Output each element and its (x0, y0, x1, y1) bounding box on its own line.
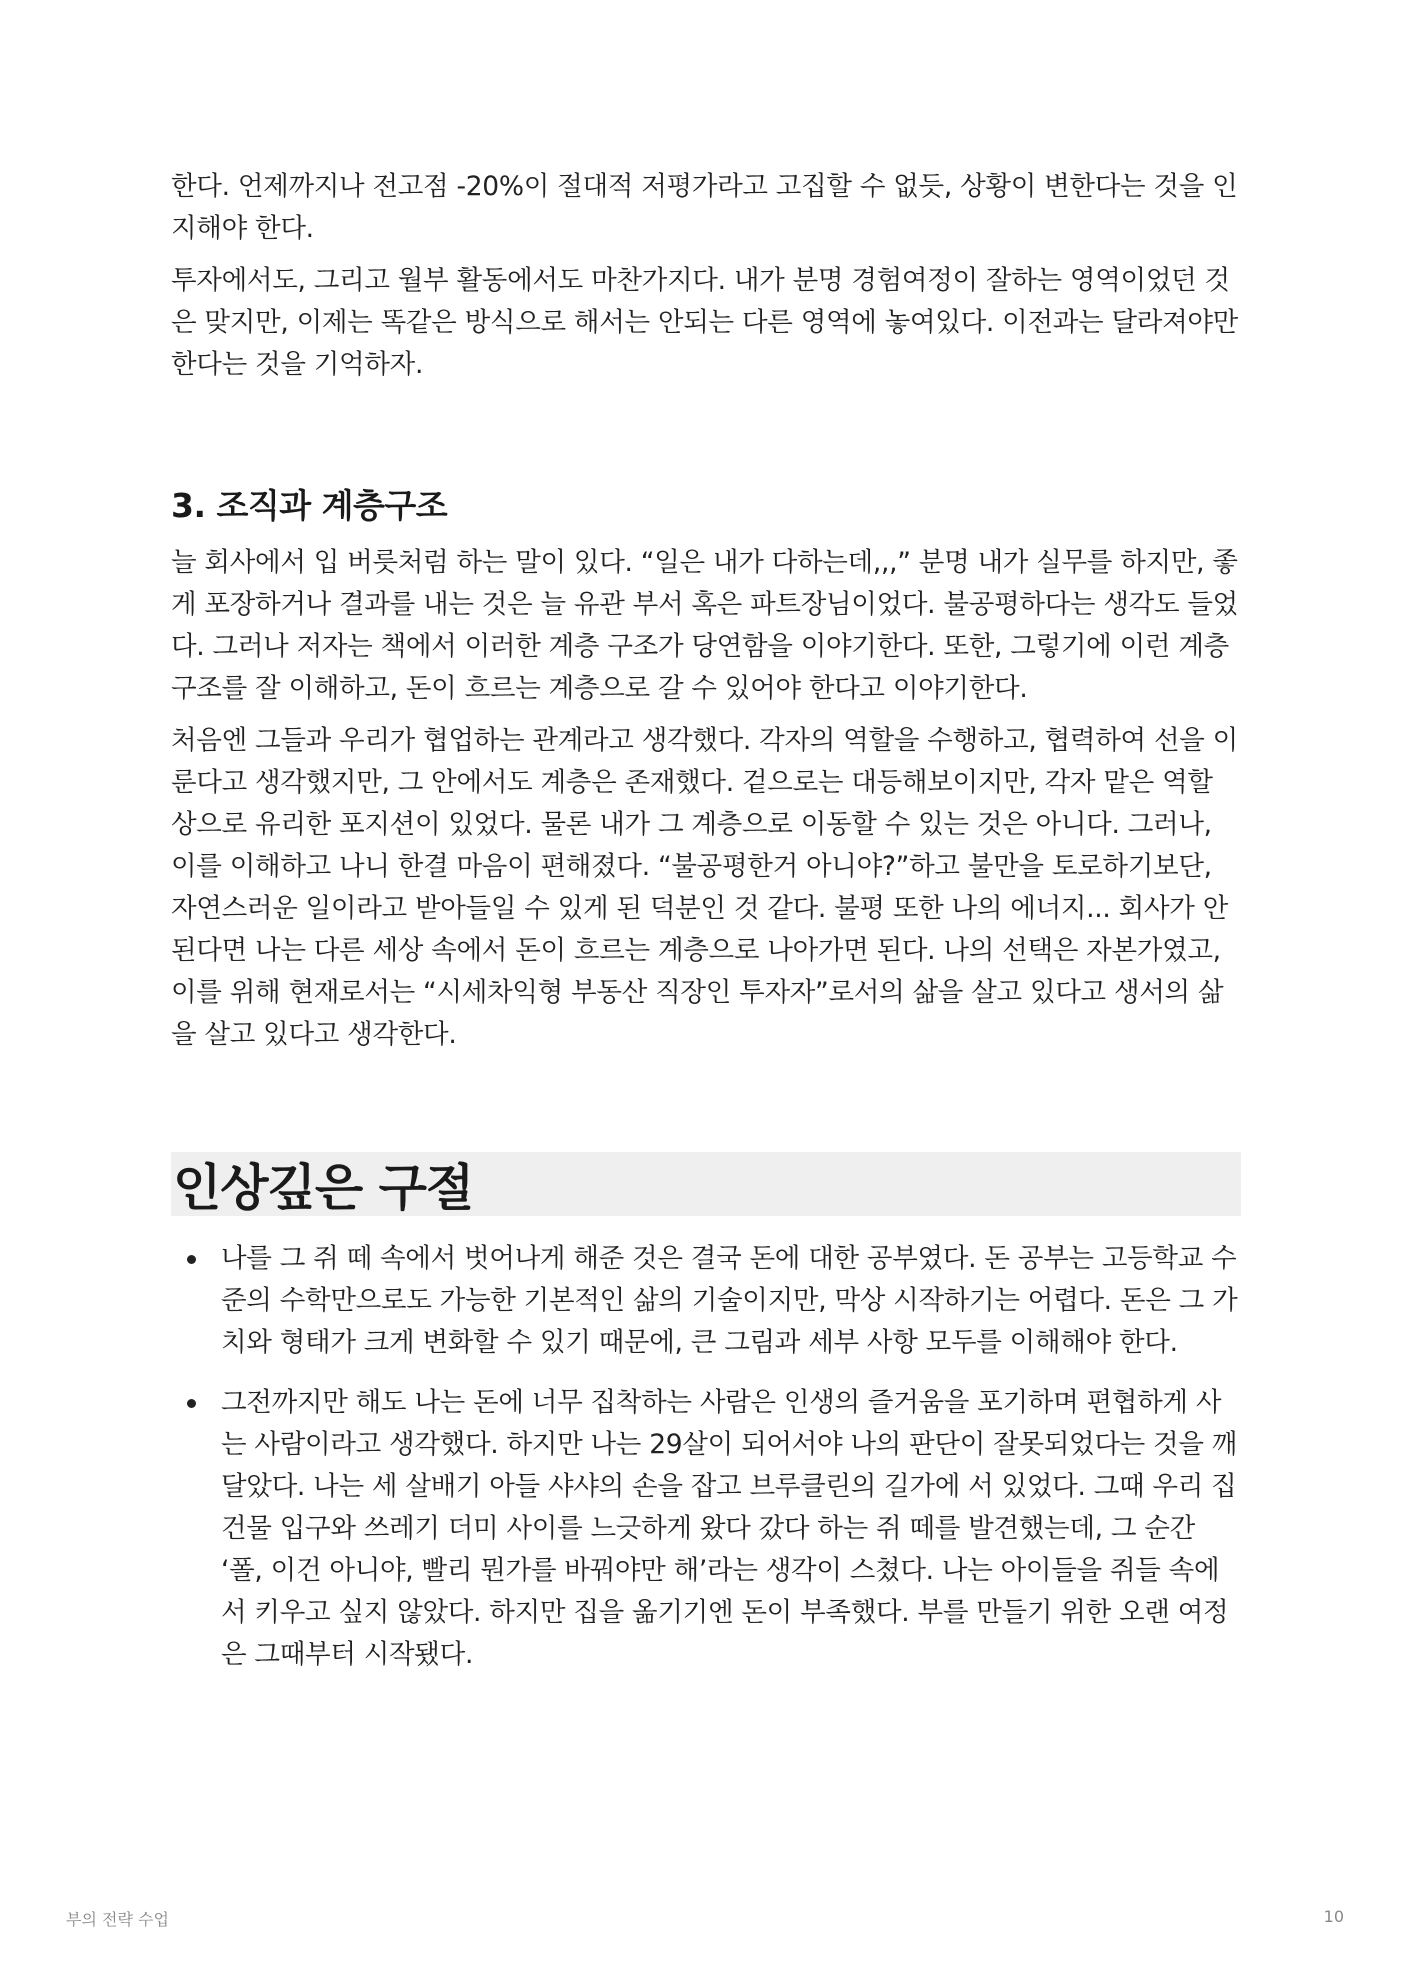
quotes-heading: 인상깊은 구절 (173, 1159, 474, 1217)
quotes-heading-block (171, 1152, 1241, 1216)
paragraph: 투자에서도, 그리고 월부 활동에서도 마찬가지다. 내가 분명 경험여정이 잘하는 영역이었던 것은 맞지만, 이제는 똑같은 방식으로 해서는 안되는 다른 영역에 놓여있다. 이전과는 달라져야만 한다는 것을 기억하자. (171, 265, 1238, 380)
paragraph: 처음엔 그들과 우리가 협업하는 관계라고 생각했다. 각자의 역할을 수행하고, 협력하여 선을 이룬다고 생각했지만, 그 안에서도 계층은 존재했다. 겉으로는 대등해보이지만, 각자 맡은 역할 상으로 유리한 포지션이 있었다. 물론 내가 그 계층으로 이동할 수 있는 것은 아니다. 그러나, 이를 이해하고 나니 한결 마음이 편해졌다. “불공평한거 아니야?”하고 불만을 토로하기보단, 자연스러운 일이라고 받아들일 수 있게 된 덕분인 것 같다. 불평 또한 나의 에너지... 회사가 안된다면 나는 다른 세상 속에서 돈이 흐르는 계층으로 나아가면 된다. 나의 선택은 자본가였고, 이를 위해 현재로서는 “시세차익형 부동산 직장인 투자자”로서의 삶을 살고 있다고 생서의 삶을 살고 있다고 생각한다. (171, 725, 1238, 1050)
list-item (171, 1238, 1241, 1364)
paragraph: 한다. 언제까지나 전고점 -20%이 절대적 저평가라고 고집할 수 없듯, 상황이 변한다는 것을 인지해야 한다. (171, 171, 1238, 244)
document-body (171, 166, 1241, 1694)
quote-text: 나를 그 쥐 떼 속에서 벗어나게 해준 것은 결국 돈에 대한 공부였다. 돈 공부는 고등학교 수준의 수학만으로도 가능한 기본적인 삶의 기술이지만, 막상 시작하기는 어렵다. 돈은 그 가치와 형태가 크게 변화할 수 있기 때문에, 큰 그림과 세부 사항 모두를 이해해야 한다. (221, 1243, 1238, 1358)
list-item (171, 1382, 1241, 1676)
quotes-list (171, 1238, 1241, 1676)
section-heading: 3. 조직과 계층구조 (171, 486, 448, 525)
paragraph: 늘 회사에서 입 버릇처럼 하는 말이 있다. “일은 내가 다하는데,,,” 분명 내가 실무를 하지만, 좋게 포장하거나 결과를 내는 것은 늘 유관 부서 혹은 파트장님이었다. 불공평하다는 생각도 들었다. 그러나 저자는 책에서 이러한 계층 구조가 당연함을 이야기한다. 또한, 그렇기에 이런 계층 구조를 잘 이해하고, 돈이 흐르는 계층으로 갈 수 있어야 한다고 이야기한다. (171, 547, 1238, 704)
footer-book-title: 부의 전략 수업 (66, 1910, 169, 1929)
bullet-icon (187, 1399, 196, 1408)
quote-text: 그전까지만 해도 나는 돈에 너무 집착하는 사람은 인생의 즐거움을 포기하며 편협하게 사는 사람이라고 생각했다. 하지만 나는 29살이 되어서야 나의 판단이 잘못되었다는 것을 깨달았다. 나는 세 살배기 아들 샤샤의 손을 잡고 브루클린의 길가에 서 있었다. 그때 우리 집 건물 입구와 쓰레기 더미 사이를 느긋하게 왔다 갔다 하는 쥐 떼를 발견했는데, 그 순간 ‘폴, 이건 아니야, 빨리 뭔가를 바꿔야만 해’라는 생각이 스쳤다. 나는 아이들을 쥐들 속에서 키우고 싶지 않았다. 하지만 집을 옮기기엔 돈이 부족했다. 부를 만들기 위한 오랜 여정은 그때부터 시작됐다. (221, 1387, 1238, 1670)
bullet-icon (187, 1255, 196, 1264)
footer-page-number: 10 (1323, 1907, 1344, 1926)
